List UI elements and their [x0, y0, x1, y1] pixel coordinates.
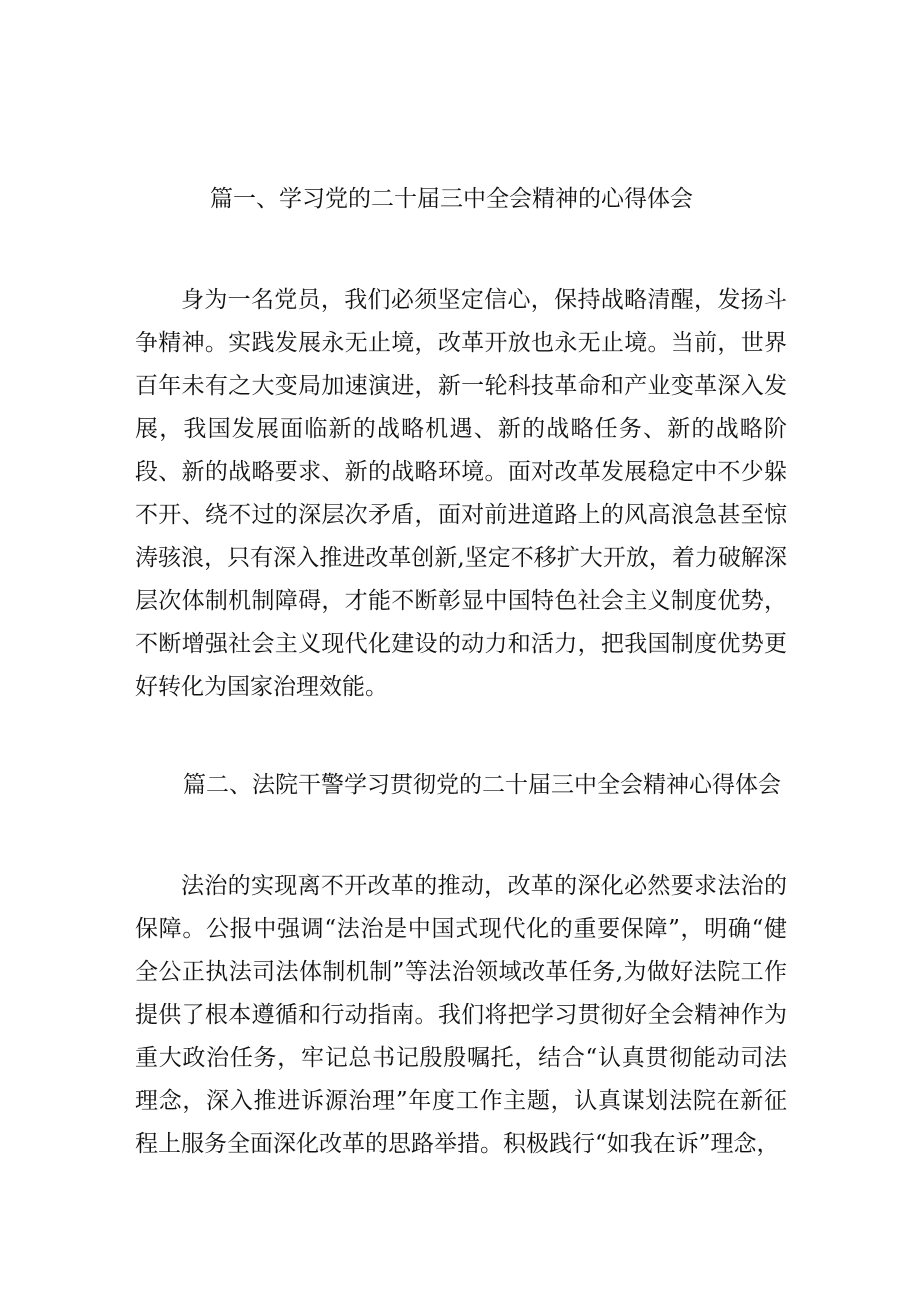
section-1-heading: 篇一、学习党的二十届三中全会精神的心得体会 [210, 186, 693, 212]
section-2-paragraph: 法治的实现离不开改革的推动，改革的深化必然要求法治的保障。公报中强调“法治是中国式现代化的重要保障”，明确“健全公正执法司法体制机制”等法治领域改革任务,为做好法院工作提供了根本遵循和行动指南。我们将把学习贯彻好全会精神作为重大政治任务，牢记总书记殷殷嘱托，结合“认真贯彻能动司法理念，深入推进诉源治理”年度工作主题，认真谋划法院在新征程上服务全面深化改革的思路举措。积极践行“如我在诉”理念， [135, 873, 787, 1157]
section-1-paragraph: 身为一名党员，我们必须坚定信心，保持战略清醒，发扬斗争精神。实践发展永无止境，改革开放也永无止境。当前，世界百年未有之大变局加速演进，新一轮科技革命和产业变革深入发展，我国发展面临新的战略机遇、新的战略任务、新的战略阶段、新的战略要求、新的战略环境。面对改革发展稳定中不少躲不开、绕不过的深层次矛盾，面对前进道路上的风高浪急甚至惊涛骇浪，只有深入推进改革创新,坚定不移扩大开放，着力破解深层次体制机制障碍，才能不断彰显中国特色社会主义制度优势，不断增强社会主义现代化建设的动力和活力，把我国制度优势更好转化为国家治理效能。 [135, 287, 787, 700]
section-2-heading: 篇二、法院干警学习贯彻党的二十届三中全会精神心得体会 [183, 772, 781, 798]
